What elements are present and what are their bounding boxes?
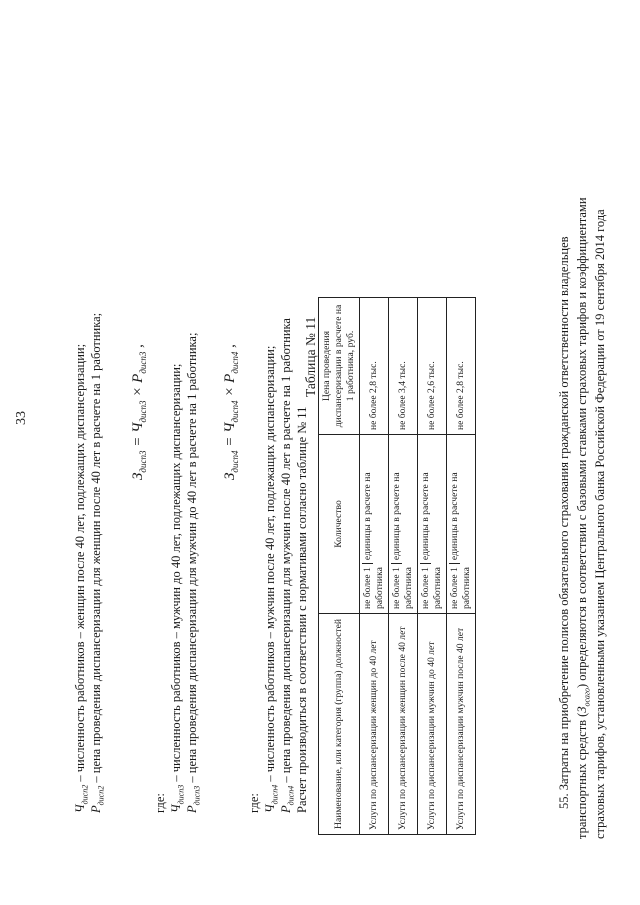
formula-disp3: $З_{дисп3} = Ч_{дисп3} \times P_{дисп3}$ ,	[130, 344, 148, 480]
table-row	[447, 298, 476, 835]
where-label: где:	[247, 793, 261, 813]
row-quantity: не более 1единицы в расчете на работника	[447, 435, 476, 614]
row-quantity: не более 1единицы в расчете на работника	[360, 435, 389, 614]
row-price: не более 3,4 тыс.	[389, 298, 418, 435]
table-header-name: Наименование, или категория (группа) должностей	[319, 614, 360, 835]
row-quantity: не более 1единицы в расчете на работника	[389, 435, 418, 614]
table-row	[418, 298, 447, 835]
row-name: Услуги по диспансеризации мужчин до 40 лет	[418, 614, 447, 835]
table-row	[360, 298, 389, 835]
row-name: Услуги по диспансеризации женщин до 40 лет	[360, 614, 389, 835]
definition-line: $Ч_{дисп3}$ – численность работников – мужчин до 40 лет, подлежащих диспансеризации;	[169, 363, 186, 813]
norms-table	[318, 297, 476, 835]
definition-line: $Ч_{дисп2}$ – численность работников – женщин после 40 лет, подлежащих диспансеризации;	[73, 343, 90, 813]
paragraph-55-line: 55. Затраты на приобретение полисов обязательного страхования гражданской ответственности владельцев	[557, 236, 571, 809]
table-header-quantity: Количество	[319, 435, 360, 614]
page-number: 33	[14, 411, 29, 425]
definition-line: $P_{дисп2}$ – цена проведения диспансеризации для женщин после 40 лет в расчете на 1 работника;	[89, 312, 106, 813]
formula-disp4: $З_{дисп4} = Ч_{дисп4} \times P_{дисп4}$ ,	[222, 344, 240, 480]
definition-line: $P_{дисп3}$ – цена проведения диспансеризации для мужчин до 40 лет в расчете на 1 работника;	[185, 332, 202, 813]
table-caption: Таблица № 11	[303, 316, 318, 397]
calculation-note: Расчет производиться в соответствии с нормативами согласно таблице № 11	[295, 406, 309, 813]
row-price: не более 2,8 тыс.	[447, 298, 476, 435]
definition-line: $P_{дисп4}$ – цена проведения диспансеризации для мужчин после 40 лет в расчете на 1 работника	[279, 318, 296, 813]
table-header-price: Цена проведения диспансеризации в расчете на 1 работника, руб.	[319, 298, 360, 435]
row-price: не более 2,6 тыс.	[418, 298, 447, 435]
where-label: где:	[153, 793, 167, 813]
row-quantity: не более 1единицы в расчете на работника	[418, 435, 447, 614]
row-name: Услуги по диспансеризации мужчин после 40 лет	[447, 614, 476, 835]
row-name: Услуги по диспансеризации женщин после 40 лет	[389, 614, 418, 835]
definition-line: $Ч_{дисп4}$ – численность работников – мужчин после 40 лет, подлежащих диспансеризации;	[263, 345, 280, 813]
row-price: не более 2,8 тыс.	[360, 298, 389, 435]
paragraph-55-line: транспортных средств $(З_{осаго})$ определяются в соответствии с базовыми ставками страховых тарифов и коэффициентами	[575, 197, 592, 839]
table-row	[389, 298, 418, 835]
paragraph-55-line: страховых тарифов, установленными указанием Центрального банка Российской Федерации от 19 сентября 2014 года	[593, 209, 607, 839]
